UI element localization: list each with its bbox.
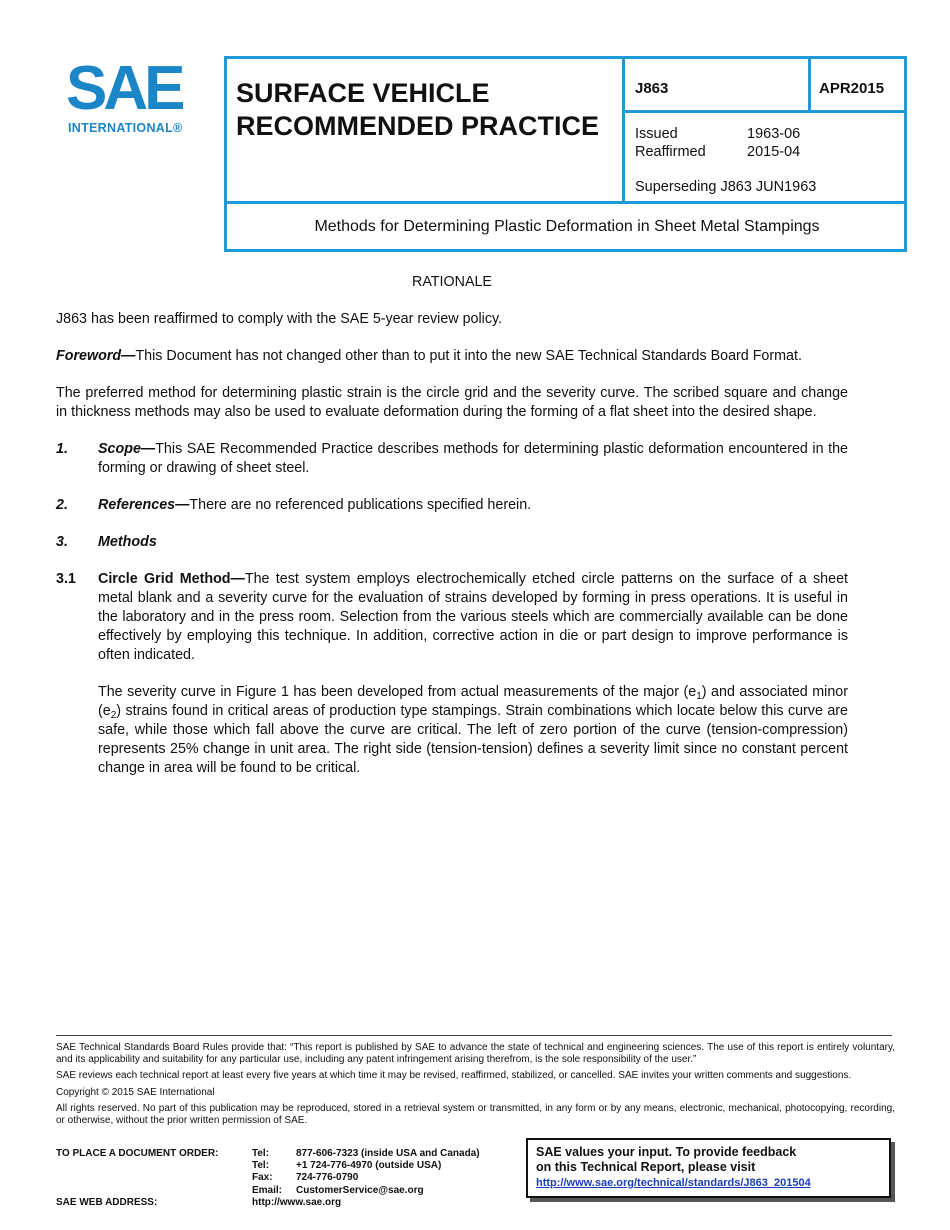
rationale-text: J863 has been reaffirmed to comply with the SAE 5-year review policy. bbox=[56, 311, 503, 327]
section-label: Circle Grid Method— bbox=[98, 571, 245, 587]
footer-notes bbox=[56, 1042, 895, 1131]
section-scope bbox=[56, 440, 848, 478]
rights-text: All rights reserved. No part of this publication may be reproduced, stored in a retrieval system or transmitted, in any form or by any means, electronic, mechanical, photocopying, recording, or otherwise, without the prior written permission of SAE. bbox=[56, 1102, 895, 1127]
header-divider bbox=[808, 59, 811, 110]
document-header bbox=[224, 56, 907, 252]
header-divider bbox=[227, 201, 907, 204]
document-body bbox=[56, 273, 848, 778]
document-number: J863 bbox=[635, 80, 669, 97]
section-number: 2. bbox=[56, 497, 68, 513]
section-number: 3. bbox=[56, 534, 68, 550]
issued-label: Issued bbox=[635, 126, 678, 142]
document-type-title: SURFACE VEHICLE RECOMMENDED PRACTICE bbox=[236, 78, 600, 141]
reaffirmed-label: Reaffirmed bbox=[635, 144, 706, 160]
foreword-paragraph bbox=[56, 347, 848, 366]
section-number: 3.1 bbox=[56, 571, 76, 587]
feedback-link[interactable]: http://www.sae.org/technical/standards/J863_201504 bbox=[536, 1177, 811, 1189]
copyright: Copyright © 2015 SAE International bbox=[56, 1086, 215, 1098]
web-value[interactable]: http://www.sae.org bbox=[252, 1196, 342, 1208]
foreword-text: This Document has not changed other than to put it into the new SAE Technical Standards Board Format. bbox=[135, 348, 802, 364]
issued-value: 1963-06 bbox=[747, 126, 801, 142]
section-text: The test system employs electrochemically etched circle patterns on the surface of a sheet metal blank and a severity curve for the evaluation of strains developed by forming in press operations. It is useful in the laboratory and in the press room. Selection from the various steels which are commercially available can be done effectively by employing this technique. In addition, corrective action in die or part design to improve performance is often indicated. bbox=[98, 571, 849, 663]
document-subtitle: Methods for Determining Plastic Deformation in Sheet Metal Stampings bbox=[314, 218, 820, 235]
section-references bbox=[56, 496, 848, 515]
fax-label: Fax: bbox=[252, 1172, 273, 1184]
issue-info bbox=[635, 125, 816, 196]
feedback-line-1: SAE values your input. To provide feedback bbox=[536, 1145, 797, 1159]
header-divider bbox=[625, 110, 907, 113]
rules-text: SAE Technical Standards Board Rules provide that: “This report is published by SAE to advance the state of technical and engineering sciences. The use of this report is entirely voluntary, and its applicability and suitability for any particular use, including any patent infringement arising therefrom, is the sole responsibility of the user.” bbox=[56, 1042, 895, 1066]
superseding-info: Superseding J863 JUN1963 bbox=[635, 179, 817, 195]
severity-text: The severity curve in Figure 1 has been developed from actual measurements of the major (e bbox=[98, 684, 697, 700]
logo-wordmark: SAE bbox=[66, 54, 182, 123]
section-circle-grid bbox=[56, 570, 848, 665]
email-label: Email: bbox=[252, 1184, 283, 1196]
tel-value: +1 724-776-4970 (outside USA) bbox=[296, 1160, 442, 1172]
review-text: SAE reviews each technical report at least every five years at which time it may be revised, reaffirmed, stabilized, or cancelled. SAE invites your written comments and suggestions. bbox=[56, 1070, 852, 1082]
tel-label: Tel: bbox=[252, 1160, 270, 1172]
subscript: 2 bbox=[110, 710, 117, 721]
order-label: TO PLACE A DOCUMENT ORDER: bbox=[56, 1148, 219, 1159]
severity-text: ) and associated minor (e bbox=[98, 684, 848, 719]
logo-subtext: INTERNATIONAL® bbox=[68, 121, 183, 135]
tel-label: Tel: bbox=[252, 1148, 270, 1159]
section-label: References— bbox=[98, 497, 190, 513]
preferred-method-paragraph: The preferred method for determining plastic strain is the circle grid and the severity curve. The scribed square and change in thickness methods may also be used to evaluate deformation during the forming of a flat sheet into the desired shape. bbox=[56, 385, 848, 420]
feedback-line-2: on this Technical Report, please visit bbox=[536, 1160, 756, 1174]
section-text: There are no referenced publications specified herein. bbox=[189, 497, 532, 513]
web-label: SAE WEB ADDRESS: bbox=[56, 1196, 158, 1208]
rationale-heading: RATIONALE bbox=[412, 274, 492, 290]
section-label: Methods bbox=[98, 534, 157, 550]
severity-text: ) strains found in critical areas of production type stampings. Strain combinations which locate below this curve are safe, while those which fall above the curve are critical. The left of zero portion of the curve (tension-compression) represents 25% change in unit area. The right side (tension-tension) defines a severity limit since no constant percent change in area will be found to be critical. bbox=[98, 703, 848, 776]
section-label: Scope— bbox=[98, 441, 156, 457]
fax-value: 724-776-0790 bbox=[296, 1172, 359, 1184]
footer-divider bbox=[56, 1035, 892, 1036]
sae-logo bbox=[66, 54, 196, 138]
severity-curve-paragraph bbox=[98, 683, 848, 778]
tel-value: 877-606-7323 (inside USA and Canada) bbox=[296, 1148, 480, 1159]
order-info bbox=[56, 1148, 480, 1209]
section-methods bbox=[56, 533, 848, 552]
foreword-label: Foreword— bbox=[56, 348, 136, 364]
document-date: APR2015 bbox=[819, 80, 885, 97]
section-text: This SAE Recommended Practice describes methods for determining plastic deformation encountered in the forming or drawing of sheet steel. bbox=[98, 441, 848, 476]
reaffirmed-value: 2015-04 bbox=[747, 144, 801, 160]
feedback-box bbox=[526, 1138, 891, 1198]
header-divider bbox=[622, 59, 625, 201]
section-number: 1. bbox=[56, 441, 68, 457]
email-value[interactable]: CustomerService@sae.org bbox=[296, 1184, 424, 1196]
subscript: 1 bbox=[696, 691, 702, 702]
